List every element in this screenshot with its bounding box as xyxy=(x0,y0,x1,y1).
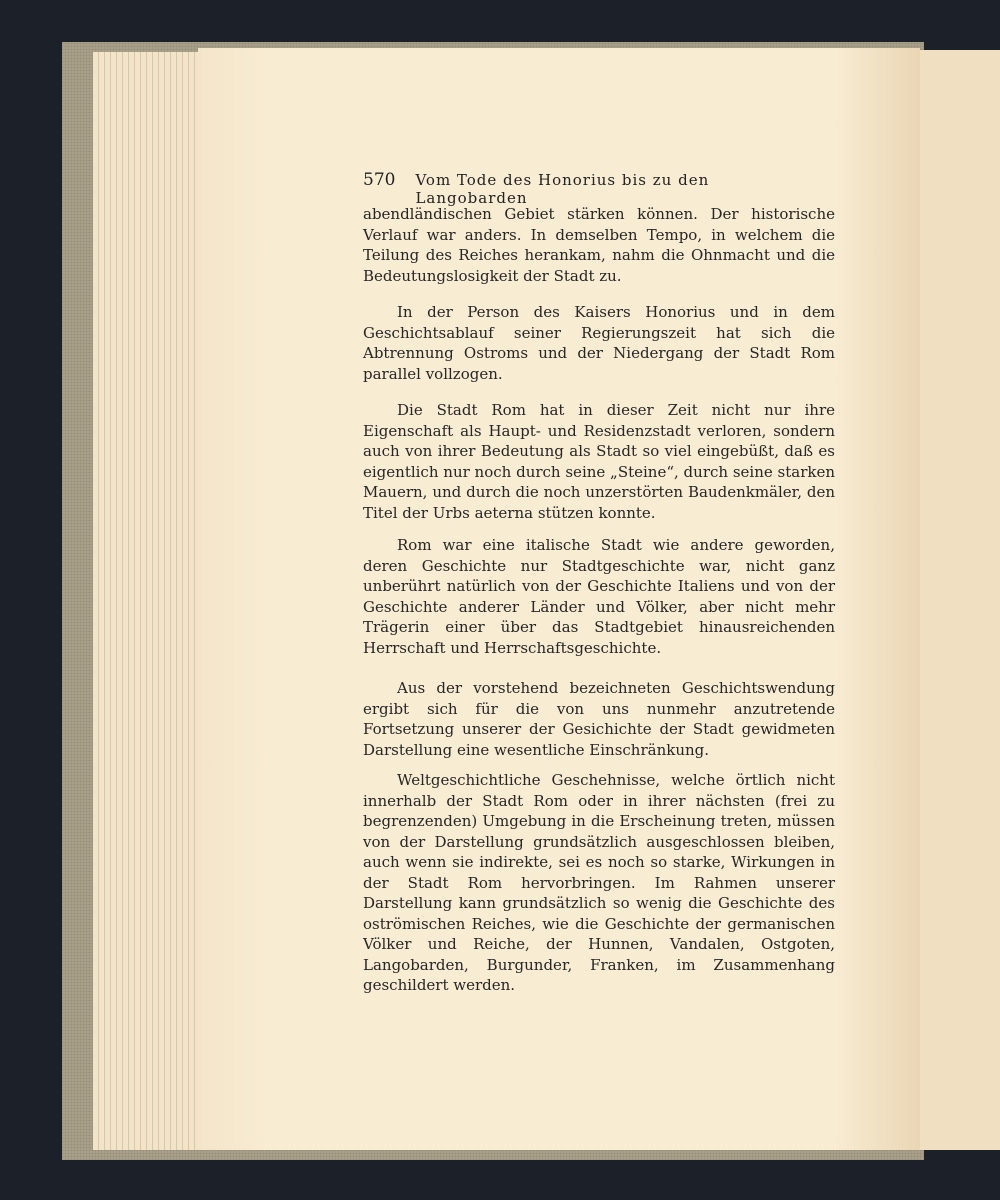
paragraph-2: In der Person des Kaisers Honorius und in dem Geschichtsablauf seiner Regierungszeit hat sich die Abtrennung Ostroms und der Niedergang der Stadt Rom parallel vollzogen. xyxy=(363,303,835,383)
page-number: 570 xyxy=(363,170,396,190)
running-header xyxy=(363,170,783,207)
paragraph-3: Die Stadt Rom hat in dieser Zeit nicht nur ihre Eigenschaft als Haupt- und Residenzstadt verloren, sondern auch von ihrer Bedeutung als Stadt so viel eingebüßt, daß es eigentlich nur noch durch seine „Steine“, durch seine starken Mauern, und durch die noch unzerstörten Baudenkmäler, den Titel der Urbs aeterna stützen konnte. xyxy=(363,401,835,522)
running-title: Vom Tode des Honorius bis zu den Langobarden xyxy=(415,171,710,207)
page-stack-edges xyxy=(93,52,201,1150)
paragraph-6: Weltgeschichtliche Geschehnisse, welche örtlich nicht innerhalb der Stadt Rom oder in ihrer nächsten (frei zu begrenzenden) Umgebung in die Erscheinung treten, müssen von der Darstellung grundsätzlich ausgeschlossen bleiben, auch wenn sie indirekte, sei es noch so starke, Wirkungen in der Stadt Rom hervorbringen. Im Rahmen unserer Darstellung kann grundsätzlich so wenig die Geschichte des oströmischen Reiches, wie die Geschichte der germanischen Völker und Reiche, der Hunnen, Vandalen, Ostgoten, Langobarden, Burgunder, Franken, im Zusammenhang geschildert werden. xyxy=(363,771,835,994)
facing-page-edge xyxy=(914,50,1000,1150)
paragraph-4: Rom war eine italische Stadt wie andere geworden, deren Geschichte nur Stadtgeschichte war, nicht ganz unberührt natürlich von der Geschichte Italiens und von der Geschichte anderer Länder und Völker, aber nicht mehr Trägerin einer über das Stadtgebiet hinausreichenden Herrschaft und Herrschaftsgeschichte. xyxy=(363,536,835,657)
body-text xyxy=(363,204,835,996)
paragraph-5: Aus der vorstehend bezeichneten Geschichtswendung ergibt sich für die von uns nunmehr anzutretende Fortsetzung unserer der Gesichichte der Stadt gewidmeten Darstellung eine wesentliche Einschränkung. xyxy=(363,679,835,759)
paragraph-1: abendländischen Gebiet stärken können. Der historische Verlauf war anders. In demselben Tempo, in welchem die Teilung des Reiches herankam, nahm die Ohnmacht und die Bedeutungslosigkeit der Stadt zu. xyxy=(363,205,835,285)
